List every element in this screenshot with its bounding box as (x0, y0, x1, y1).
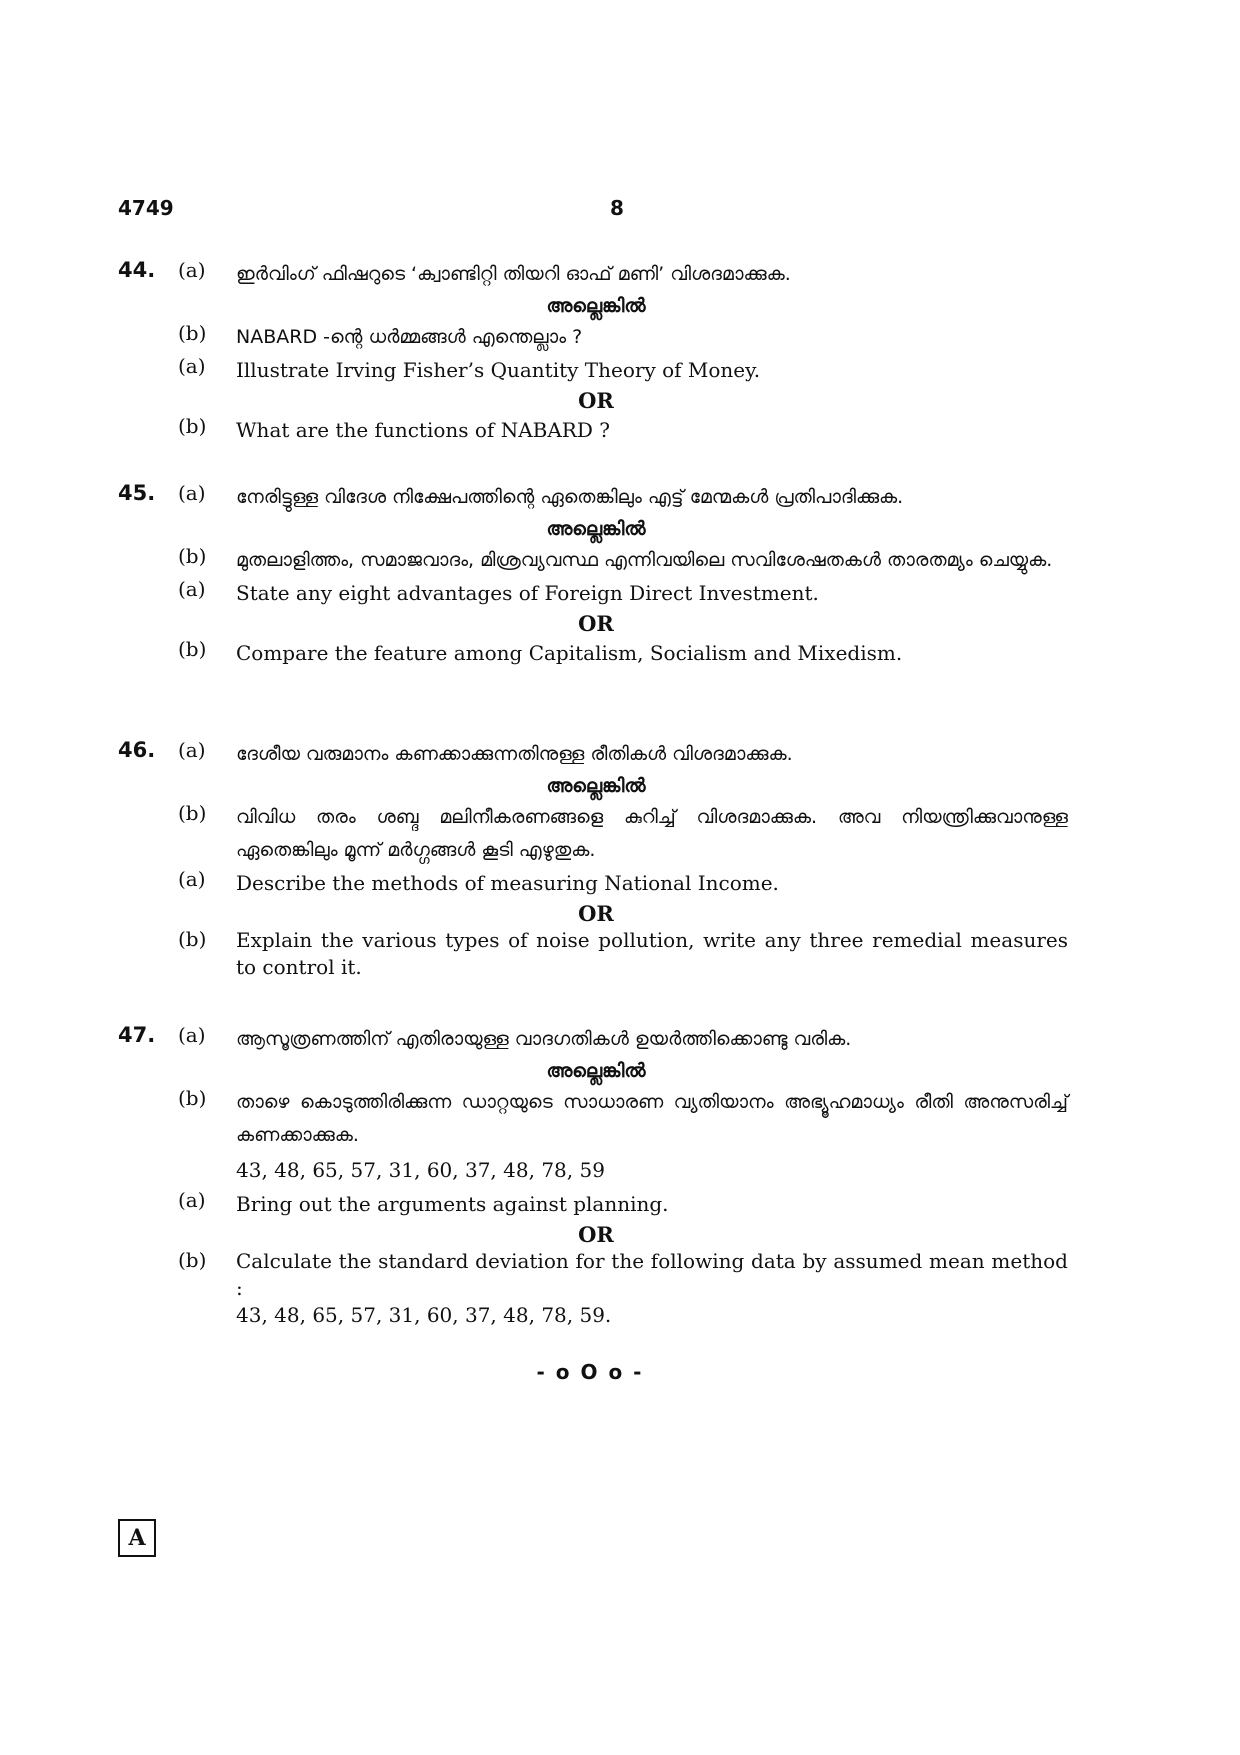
question-number: 45. (118, 481, 156, 505)
question-text-en-b: Compare the feature among Capitalism, Socialism and Mixedism. (236, 641, 903, 665)
question-text-ml-b: മുതലാളിത്തം, സമാജവാദം, മിശ്രവ്യവസ്ഥ എന്നിവയിലെ സവിശേഷതകൾ താരതമ്യം ചെയ്യുക. (236, 549, 1053, 571)
question-text-en-a: Bring out the arguments against planning. (236, 1192, 669, 1216)
question-text-en-a: State any eight advantages of Foreign Direct Investment. (236, 581, 819, 605)
or-ml: അല്ലെങ്കിൽ (546, 1060, 646, 1082)
question-text-ml-b: NABARD -ന്റെ ധർമ്മങ്ങൾ എന്തെല്ലാം ? (236, 326, 583, 348)
question-47 (118, 1023, 1068, 1329)
part-label: (b) (178, 321, 207, 345)
question-text-ml-a: ആസൂത്രണത്തിന് എതിരായുള്ള വാദഗതികൾ ഉയർത്തിക്കൊണ്ടു വരിക. (236, 1028, 852, 1050)
end-mark: - o O o - (536, 1360, 644, 1384)
booklet-code: A (128, 1525, 146, 1551)
or-ml: അല്ലെങ്കിൽ (546, 295, 646, 317)
part-label: (a) (178, 1188, 206, 1212)
part-label: (a) (178, 481, 206, 505)
or-en: OR (578, 388, 614, 413)
part-label: (a) (178, 738, 206, 762)
question-number: 47. (118, 1023, 156, 1047)
part-label: (b) (178, 637, 207, 661)
part-label: (b) (178, 927, 207, 951)
or-ml: അല്ലെങ്കിൽ (546, 518, 646, 540)
question-text-ml-a: ഇർവിംഗ് ഫിഷറുടെ ‘ക്വാണ്ടിറ്റി തിയറി ഓഫ് മണി’ വിശദമാക്കുക. (236, 263, 791, 285)
question-46 (118, 738, 1068, 981)
page-header (118, 196, 1240, 226)
question-text-en-b: What are the functions of NABARD ? (236, 418, 610, 442)
part-label: (a) (178, 1023, 206, 1047)
or-en: OR (578, 611, 614, 636)
or-ml: അല്ലെങ്കിൽ (546, 775, 646, 797)
or-en: OR (578, 1222, 614, 1247)
part-label: (b) (178, 801, 207, 825)
part-label: (a) (178, 354, 206, 378)
question-text-ml-b: താഴെ കൊടുത്തിരിക്കുന്ന ഡാറ്റയുടെ സാധാരണ വ്യതിയാനം അഭ്യൂഹമാധ്യം രീതി അനുസരിച്ച് കണക്കാക്കുക. (236, 1091, 1068, 1146)
part-label: (a) (178, 577, 206, 601)
question-text-ml-a: നേരിട്ടുള്ള വിദേശ നിക്ഷേപത്തിന്റെ ഏതെങ്കിലും എട്ട് മേന്മകൾ പ്രതിപാദിക്കുക. (236, 486, 904, 508)
question-text-ml-b: വിവിധ തരം ശബ്ദ മലിനീകരണങ്ങളെ കുറിച്ച് വിശദമാക്കുക. അവ നിയന്ത്രിക്കുവാനുള്ള ഏതെങ്കിലും മൂന്ന് മർഗ്ഗങ്ങൾ കൂടി എഴുതുക. (236, 806, 1068, 861)
data-values-ml: 43, 48, 65, 57, 31, 60, 37, 48, 78, 59 (236, 1158, 605, 1182)
or-en: OR (578, 901, 614, 926)
question-45 (118, 481, 1068, 670)
paper-code: 4749 (118, 196, 174, 220)
part-label: (a) (178, 867, 206, 891)
part-label: (a) (178, 258, 206, 282)
page-number: 8 (610, 196, 624, 220)
question-text-en-a: Illustrate Irving Fisher’s Quantity Theory of Money. (236, 358, 761, 382)
data-values-en: 43, 48, 65, 57, 31, 60, 37, 48, 78, 59. (236, 1303, 612, 1327)
booklet-code-box (118, 1519, 156, 1557)
question-number: 46. (118, 738, 156, 762)
part-label: (b) (178, 544, 207, 568)
part-label: (b) (178, 1248, 207, 1272)
part-label: (b) (178, 1086, 207, 1110)
question-text-en-b: Explain the various types of noise pollution, write any three remedial measures to control it. (236, 928, 1068, 979)
question-text-en-a: Describe the methods of measuring National Income. (236, 871, 779, 895)
question-text-ml-a: ദേശീയ വരുമാനം കണക്കാക്കുന്നതിനുള്ള രീതികൾ വിശദമാക്കുക. (236, 743, 793, 765)
question-text-en-b: Calculate the standard deviation for the following data by assumed mean method : (236, 1249, 1068, 1300)
question-number: 44. (118, 258, 156, 282)
question-44 (118, 258, 1068, 447)
part-label: (b) (178, 414, 207, 438)
